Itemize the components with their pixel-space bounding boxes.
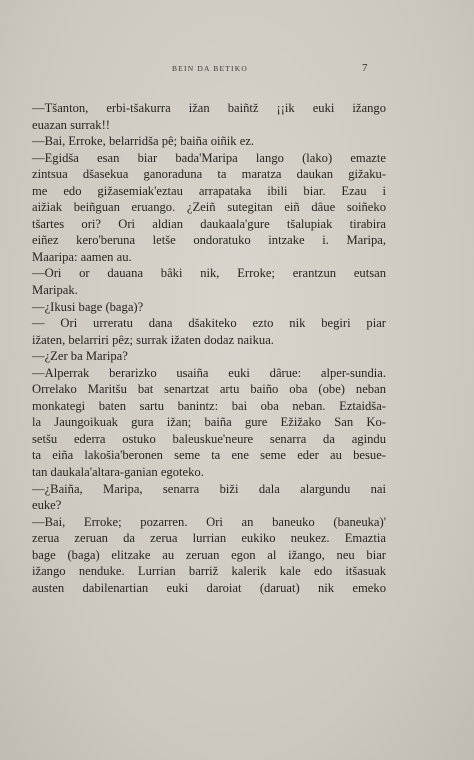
text-line: ižango nenduke. Lurrian barriž kalerik kale edo itšasuak — [32, 564, 386, 579]
text-line: me edo gižasemiak'eztau arrapataka ibili biar. Ezau i — [32, 183, 386, 198]
text-line: bage (baga) elitzake au zeruan egon al ižango, neu biar — [32, 547, 386, 562]
text-line: —Ori or dauana bâki nik, Erroke; erantzun eutsan — [32, 266, 386, 281]
text-line: zintsua dšasekua ganoraduna ta maratza daukan gižaku- — [32, 167, 386, 182]
text-line: eiñez kero'beruna letše ondoratuko intzake i. Maripa, — [32, 233, 386, 248]
page-header — [0, 62, 474, 78]
text-line: austen dabilenartian euki daroiat (daruat) nik emeko — [32, 580, 386, 595]
text-line: Maaripa: aamen au. — [32, 249, 132, 264]
text-line: zerua zeruan da zerua lurrian eukiko neukez. Emaztia — [32, 531, 386, 546]
text-line: —Alperrak berarizko usaiña euki dârue: alper-sundia. — [32, 365, 386, 380]
text-line: monkategi baten sartu banintz: bai oba neban. Eztaidša- — [32, 398, 386, 413]
text-line: ta eiña lakošia'beronen seme ta ene seme eder au besue- — [32, 448, 386, 463]
page-number: 7 — [362, 62, 368, 74]
text-line: —¿Ikusi bage (baga)? — [32, 299, 144, 314]
text-line: euke? — [32, 498, 62, 513]
text-line: tšartes ori? Ori aldian daukaala'gure tšalupiak tirabira — [32, 216, 386, 231]
text-line: setšu ederra ostuko baleuskue'neure senarra da agindu — [32, 431, 386, 446]
body-text — [32, 100, 386, 596]
text-line: —¿Zer ba Maripa? — [32, 349, 128, 364]
text-line: aižiak beiñguan eruango. ¿Zeiñ sutegitan eiñ dâue soiñeko — [32, 200, 386, 215]
text-line: —Egidša esan biar bada'Maripa lango (lako) emazte — [32, 150, 386, 165]
text-line: la Jaungoikuak gura ižan; baiña gure Ežižako San Ko- — [32, 415, 386, 430]
text-line: euazan surrak!! — [32, 117, 110, 132]
text-line: —Bai, Erroke; pozarren. Ori an baneuko (baneuka)' — [32, 514, 386, 529]
text-line: — Ori urreratu dana dšakiteko ezto nik begiri piar — [32, 316, 386, 331]
text-line: Orrelako Maritšu bat senartzat artu baiño oba (obe) neban — [32, 382, 386, 397]
text-line: —¿Baiña, Maripa, senarra biži dala alargundu nai — [32, 481, 386, 496]
running-head: BEIN DA BETIKO — [172, 64, 248, 73]
text-line: —Bai, Erroke, belarridša pê; baiña oiñik ez. — [32, 134, 255, 149]
text-line: tan daukala'altara-ganian egoteko. — [32, 465, 204, 480]
text-line: Maripak. — [32, 283, 78, 298]
text-line: —Tšanton, erbi-tšakurra ižan baiñtž ¡¡ik euki ižango — [32, 101, 386, 115]
text-line: ižaten, belarriri pêz; surrak ižaten dodaz naikua. — [32, 332, 274, 347]
